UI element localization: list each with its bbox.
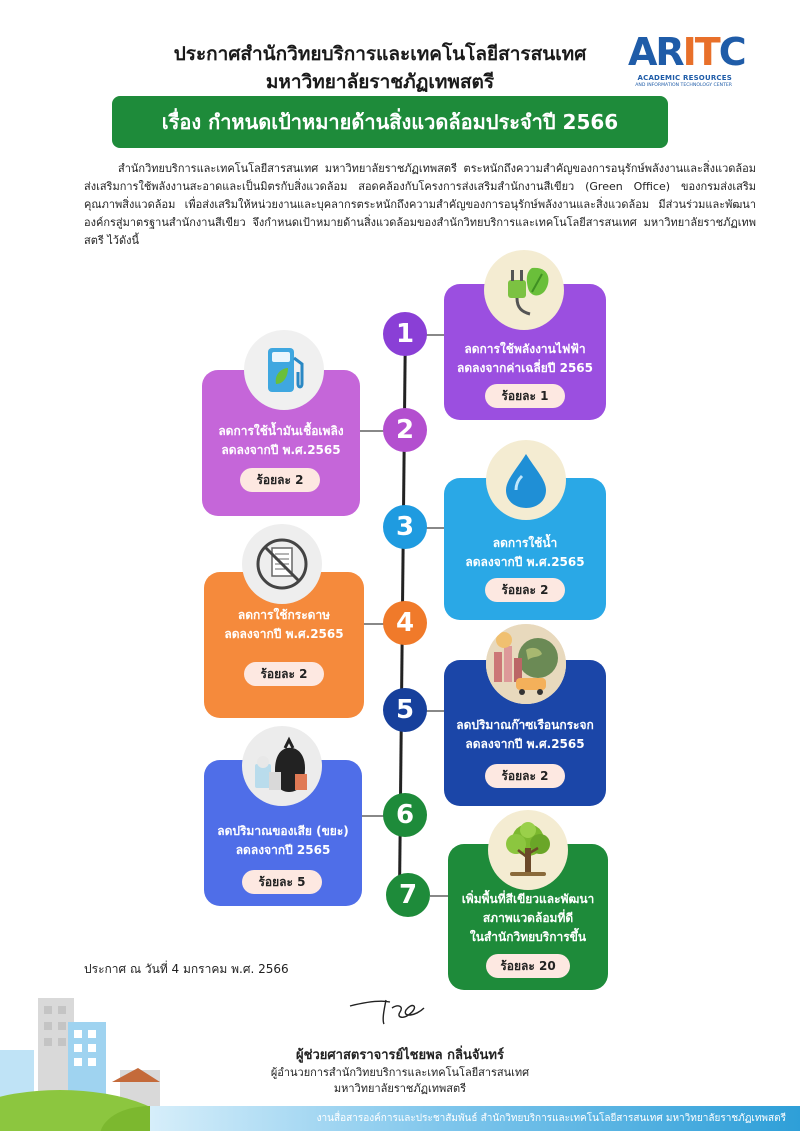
goal-7-line2: สภาพแวดล้อมที่ดี bbox=[482, 911, 574, 925]
tree-icon bbox=[488, 810, 568, 890]
goal-6-badge: ร้อยละ 5 bbox=[242, 870, 322, 894]
signer-name: ผู้ช่วยศาสตราจารย์ไชยพล กลิ่นจันทร์ bbox=[296, 1048, 504, 1063]
goal-6-line1: ลดปริมาณของเสีย (ขยะ) bbox=[217, 824, 349, 838]
announcement-date: ประกาศ ณ วันที่ 4 มกราคม พ.ศ. 2566 bbox=[84, 962, 289, 976]
water-drop-icon bbox=[486, 440, 566, 520]
goal-7-badge: ร้อยละ 20 bbox=[486, 954, 570, 978]
goal-1-badge: ร้อยละ 1 bbox=[485, 384, 565, 408]
connector-3 bbox=[426, 527, 446, 529]
subject-banner bbox=[112, 96, 668, 148]
goal-1-line1: ลดการใช้พลังงานไฟฟ้า bbox=[464, 342, 586, 356]
signer-position-2: มหาวิทยาลัยราชภัฏเทพสตรี bbox=[333, 1082, 467, 1095]
aritc-logo bbox=[622, 30, 745, 94]
intro-paragraph: สำนักวิทยบริการและเทคโนโลยีสารสนเทศ มหาวิทยาลัยราชภัฏเทพสตรี ตระหนักถึงความสำคัญของการอนุรักษ์พลังงานและสิ่งแวดล้อม ส่งเสริมการใช้พลังงานสะอาดและเป็นมิตรกับสิ่งแวดล้อม สอดคล้องกับโครงการส่งเสริมสำนักงานสีเขียว (Green Office) ของกรมส่งเสริมคุณภาพสิ่งแวดล้อม เพื่อส่งเสริมให้หน่วยงานและบุคลากรตระหนักถึงความสำคัญของการอนุรักษ์พลังงานและสิ่งแวดล้อม มีส่วนร่วมและพัฒนาองค์กรสู่มาตรฐานสำนักงานสีเขียว จึงกำหนดเป้าหมายด้านสิ่งแวดล้อมของสำนักวิทยบริการและเทคโนโลยีสารสนเทศ มหาวิทยาลัยราชภัฏเทพสตรี ไว้ดังนี้ bbox=[84, 162, 756, 247]
goal-number-3: 3 bbox=[383, 505, 427, 549]
footer-text: งานสื่อสารองค์การและประชาสัมพันธ์ สำนักวิทยบริการและเทคโนโลยีสารสนเทศ มหาวิทยาลัยราชภัฏเทพสตรี bbox=[316, 1113, 786, 1124]
signature bbox=[346, 990, 456, 1030]
goal-7-line1: เพิ่มพื้นที่สีเขียวและพัฒนา bbox=[461, 892, 595, 906]
goal-4-line2: ลดลงจากปี พ.ศ.2565 bbox=[224, 627, 344, 641]
goal-6-line2: ลดลงจากปี 2565 bbox=[235, 843, 331, 857]
subject-title: เรื่อง กำหนดเป้าหมายด้านสิ่งแวดล้อมประจำปี 2566 bbox=[161, 110, 619, 134]
goal-4-line1: ลดการใช้กระดาษ bbox=[237, 608, 331, 622]
goal-number-7: 7 bbox=[386, 873, 430, 917]
goal-3-line2: ลดลงจากปี พ.ศ.2565 bbox=[465, 555, 585, 569]
page-title-line1: ประกาศสำนักวิทยบริการและเทคโนโลยีสารสนเทศ bbox=[173, 43, 587, 65]
goal-5-line1: ลดปริมาณก๊าซเรือนกระจก bbox=[456, 718, 594, 732]
logo-text-t: IT bbox=[682, 30, 719, 74]
goal-7-line3: ในสำนักวิทยบริการขึ้น bbox=[469, 930, 587, 944]
goal-4-badge: ร้อยละ 2 bbox=[244, 662, 324, 686]
signer-position-1: ผู้อำนวยการสำนักวิทยบริการและเทคโนโลยีสารสนเทศ bbox=[270, 1066, 530, 1079]
logo-text-c: C bbox=[718, 30, 745, 74]
logo-subtitle-1: ACADEMIC RESOURCES bbox=[637, 74, 732, 82]
goal-2-badge: ร้อยละ 2 bbox=[240, 468, 320, 492]
page-title bbox=[120, 40, 640, 96]
goal-number-2: 2 bbox=[383, 408, 427, 452]
goal-number-1: 1 bbox=[383, 312, 427, 356]
connector-4 bbox=[364, 623, 384, 625]
goal-2-line1: ลดการใช้น้ำมันเชื้อเพลิง bbox=[218, 424, 344, 438]
earth-pollution-icon bbox=[486, 624, 566, 704]
plug-leaf-icon bbox=[484, 250, 564, 330]
goal-5-line2: ลดลงจากปี พ.ศ.2565 bbox=[465, 737, 585, 751]
logo-subtitle-2: AND INFORMATION TECHNOLOGY CENTER bbox=[635, 83, 732, 88]
goal-3-badge: ร้อยละ 2 bbox=[485, 578, 565, 602]
connector-7 bbox=[430, 895, 448, 897]
goal-number-4: 4 bbox=[383, 601, 427, 645]
city-illustration bbox=[0, 990, 170, 1131]
footer-bar bbox=[150, 1106, 800, 1131]
logo-wordmark bbox=[628, 30, 745, 74]
connector-2 bbox=[360, 430, 384, 432]
fuel-pump-icon bbox=[244, 330, 324, 410]
goal-number-6: 6 bbox=[383, 793, 427, 837]
goal-5-badge: ร้อยละ 2 bbox=[485, 764, 565, 788]
garbage-bag-icon bbox=[242, 726, 322, 806]
goal-number-5: 5 bbox=[383, 688, 427, 732]
logo-text-a: AR bbox=[628, 30, 683, 74]
goal-1-line2: ลดลงจากค่าเฉลี่ยปี 2565 bbox=[456, 361, 593, 375]
goal-3-line1: ลดการใช้น้ำ bbox=[492, 536, 558, 550]
connector-1 bbox=[426, 334, 446, 336]
page-title-line2: มหาวิทยาลัยราชภัฏเทพสตรี bbox=[265, 71, 495, 93]
goal-2-line2: ลดลงจากปี พ.ศ.2565 bbox=[221, 443, 341, 457]
no-paper-icon bbox=[242, 524, 322, 604]
connector-5 bbox=[426, 710, 446, 712]
connector-6 bbox=[362, 815, 384, 817]
